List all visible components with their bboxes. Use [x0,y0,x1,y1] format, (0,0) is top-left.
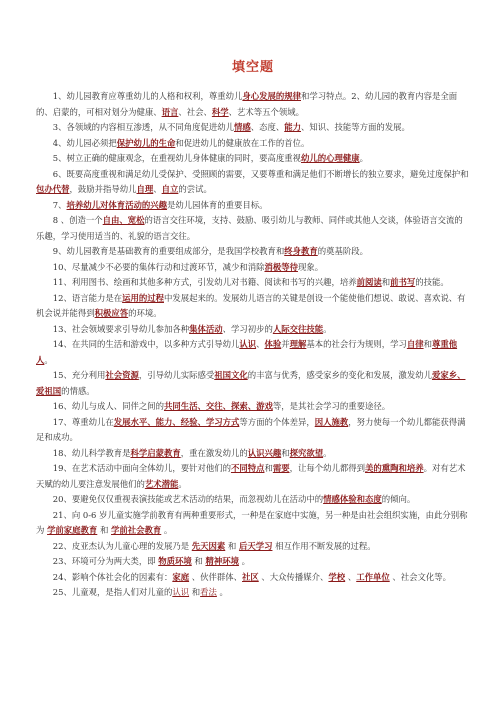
question-text: 8 、创造一个 [52,215,103,225]
answer-blank: 语言 [161,106,179,117]
question-text: 的尝试。 [178,184,212,194]
question-text: 9、幼儿园教育是基础教育的重要组成部分，是我国学校教育和 [52,246,285,256]
question-text: 和 [191,556,206,566]
answer-blank: 运用的过程 [122,292,164,303]
question-item [36,198,470,214]
question-text: 等，是其社会学习的重要途径。 [272,401,391,411]
question-text: 、 [345,571,357,582]
question-text: 的环境。 [128,308,162,318]
answer-blank: 社区 [242,571,259,582]
answer-blank: 需要 [272,463,290,473]
question-text: 17、尊重幼儿在 [52,416,114,427]
question-text: 和 [225,540,239,551]
question-text: 。 [161,525,173,535]
question-text: 和 [381,277,391,287]
question-text: 13、社会领域要求引导幼儿参加各种 [52,323,190,334]
answer-blank: 认识 [172,587,190,597]
answer-blank: 自由、宽松 [102,215,145,225]
question-text: 的情感。 [61,385,95,396]
question-text: 、社会、 [178,106,212,117]
question-item [36,554,470,570]
answer-blank: 社会资源 [105,370,139,380]
question-text: 。 [323,447,332,458]
question-item [36,260,470,276]
answer-blank: 美的熏陶和培养 [364,463,424,473]
question-item [36,461,470,492]
question-text: 。 [323,323,332,334]
question-text: 的语言交往环境，支持、鼓励、吸引幼儿与教师、同伴或其他人交谈，体验语言交流的乐趣，学习使用适当的、礼貌的语言交往。 [36,215,463,241]
answer-blank: 后天学习 [238,540,273,551]
question-item [36,89,470,120]
answer-blank: 祖国文化 [214,370,248,380]
question-item [36,570,470,586]
question-text: 10、尽量减少不必要的集体行动和过渡环节，减少和消除 [52,261,265,272]
question-item [36,322,470,338]
question-text: 22、皮亚杰认为儿童心理的发展乃是 [52,540,192,551]
answer-blank: 工作单位 [356,571,390,582]
answer-blank: 身心发展的规律 [242,91,301,101]
answer-blank: 学前社会教育 [111,525,162,535]
answer-blank: 积极应答 [94,308,129,318]
answer-blank: 前书写 [390,277,416,287]
question-text: 4、幼儿园必须把 [52,137,117,148]
question-text: 和学习特点。2、幼儿园的教育内容是全面的、启蒙的，可相对划分为健康、 [36,91,458,117]
answer-blank: 体验 [264,339,282,349]
question-text: 23、环境可分为两大类，即 [52,556,159,566]
answer-blank: 先天因素 [191,540,226,551]
answer-blank: 情感 [234,122,251,132]
question-text: 6、既要高度重视和满足幼儿受保护、受照顾的需要，又要尊重和满足他们不断增长的独立要求，避免过度保护和 [52,168,469,179]
question-text: 的丰富与优秀，感受家乡的变化和发展，激发幼儿 [247,370,432,380]
answer-blank: 培养幼儿对体育活动的兴趣 [66,199,168,210]
answer-blank: 保护幼儿的生命 [116,137,176,148]
answer-blank: 认识兴趣 [247,447,282,458]
answer-blank: 家庭 [172,571,190,582]
question-text: 并 [281,339,290,349]
answer-blank: 学校 [328,571,346,582]
question-text: 、 [153,184,162,194]
question-text: 、知识、技能等方面的发展。 [301,122,410,132]
answer-blank: 终身教育 [284,246,318,256]
question-text: 7、 [52,199,67,210]
question-item [36,415,470,446]
question-item [36,213,470,244]
question-item [36,399,470,415]
question-text: 25、儿童观，是指人们对儿童的 [52,587,173,597]
question-text: ，鼓励并指导幼儿 [69,184,137,194]
question-text: 和 [189,587,201,597]
answer-blank: 能力 [284,122,301,132]
answer-blank: 爱家乡、爱祖国 [36,370,466,396]
question-text: 的技能。 [415,277,449,287]
question-item [36,368,470,399]
question-text: 。 [216,587,228,597]
question-text: 3、各领域的内容相互渗透，从不同角度促进幼儿 [52,122,234,132]
question-text: ，引导幼儿实际感受 [138,370,215,380]
answer-blank: 消极等待 [264,261,298,272]
question-item [36,539,470,555]
question-text: ，重在激发幼儿的 [180,447,248,458]
answer-blank: 理解 [289,339,307,349]
question-text: 和 [97,525,111,535]
question-item [36,585,470,601]
answer-blank: 人际交往技能 [272,323,324,334]
question-text: 现象。 [297,261,324,272]
question-item [36,275,470,291]
question-item [36,291,470,322]
answer-blank: 科学启蒙教育 [130,447,181,458]
question-text: 和促进幼儿的健康放在工作的首位。 [175,137,310,148]
question-item [36,446,470,462]
answer-blank: 集体活动 [189,323,223,334]
question-text: 11、利用图书、绘画和其他多种方式，引发幼儿对书籍、阅读和书写的兴趣，培养 [52,277,357,287]
answer-blank: 自律 [406,339,424,349]
question-item [36,337,470,368]
question-text: 是幼儿园体育的重要目标。 [167,199,268,210]
question-item [36,120,470,136]
question-text: 和 [423,339,432,349]
question-text: 相互作用不断发展的过程。 [272,540,376,551]
question-text: 21、向 0-6 岁儿童实施学前教育有两种重要形式，一种是在家庭中实施，另一种是由社会组织实施，由此分别称为 [36,509,468,535]
answer-blank: 因人施教 [314,416,349,427]
question-text: ，让每个幼儿都得到 [289,463,365,473]
question-text: 20、要避免仅仅重视表演技能或艺术活动的结果，而忽视幼儿在活动中的 [52,494,324,504]
question-text: 16、幼儿与成人、同伴之间的 [52,401,164,411]
question-text: 、社会文化等。 [389,571,452,582]
question-text: 中发展起来的。发展幼儿语言的关键是创设一个能使他们想说、敢说、喜欢说、有机会说并能得到 [36,292,466,318]
answer-blank: 科学 [211,106,229,117]
question-item [36,151,470,167]
answer-blank: 物质环境 [158,556,192,566]
question-text: 的倾向。 [381,494,416,504]
question-item [36,136,470,152]
question-text: 1、幼儿园教育应尊重幼儿的人格和权利，尊重幼儿 [52,91,243,101]
answer-blank: 幼儿的心理健康 [301,153,360,163]
question-text: 。 [44,354,53,365]
question-text: 、学习初步的 [222,323,273,334]
question-text: 和 [281,447,290,458]
question-text: 、态度、 [250,122,285,132]
answer-blank: 自立 [161,184,179,194]
answer-blank: 认识 [239,339,257,349]
question-text: 15、充分利用 [52,370,106,380]
answer-blank: 发展水平、能力、经验、学习方式 [113,416,240,427]
question-text: 。 [238,556,250,566]
answer-blank: 前阅读 [356,277,382,287]
answer-blank: 尊重他人 [36,339,458,365]
question-text: 、艺术等五个领域。 [228,106,304,117]
question-text: 和 [264,463,273,473]
page-title: 填空题 [231,60,274,75]
answer-blank: 包办代替 [36,184,70,194]
question-text: 。对有艺术天赋的幼儿要注意发展他们的 [36,463,466,489]
question-text: 19、在艺术活动中面向全体幼儿，要针对他们的 [52,463,231,473]
question-text: 。 [178,478,187,489]
answer-blank: 探究欲望 [289,447,324,458]
answer-blank: 学前家庭教育 [47,525,98,535]
question-list [36,89,470,601]
question-text: 24、影响个体社会化的因素有： [52,571,173,582]
question-text: 12、语言能力是在 [52,292,123,303]
answer-blank: 精神环境 [205,556,239,566]
question-text: 的奠基阶段。 [317,246,368,256]
question-text: 14、在共同的生活和游戏中，以多种方式引导幼儿 [52,339,240,349]
answer-blank: 艺术潜能 [144,478,179,489]
answer-blank: 看法 [200,587,217,597]
answer-blank: 情感体验和态度 [323,494,382,504]
question-text: 5、树立正确的健康观念，在重视幼儿身体健康的同时，要高度重视 [52,153,301,163]
answer-blank: 不同特点 [230,463,265,473]
question-text: 基本的社会行为规则，学习 [306,339,407,349]
question-text: 、大众传播媒介、 [258,571,329,582]
question-text: 。 [359,153,368,163]
question-text: 、伙伴群体、 [189,571,242,582]
answer-blank: 共同生活、交往、探索、游戏 [163,401,273,411]
question-text: 18、幼儿科学教育是 [52,447,131,458]
question-text: ，努力使每一个幼儿都能获得满足和成功。 [36,416,466,442]
question-item [36,244,470,260]
question-item [36,508,470,539]
answer-blank: 自理 [136,184,154,194]
question-text: 等方面的个体差异， [239,416,315,427]
question-item [36,167,470,198]
question-item [36,492,470,508]
question-text: 、 [256,339,265,349]
